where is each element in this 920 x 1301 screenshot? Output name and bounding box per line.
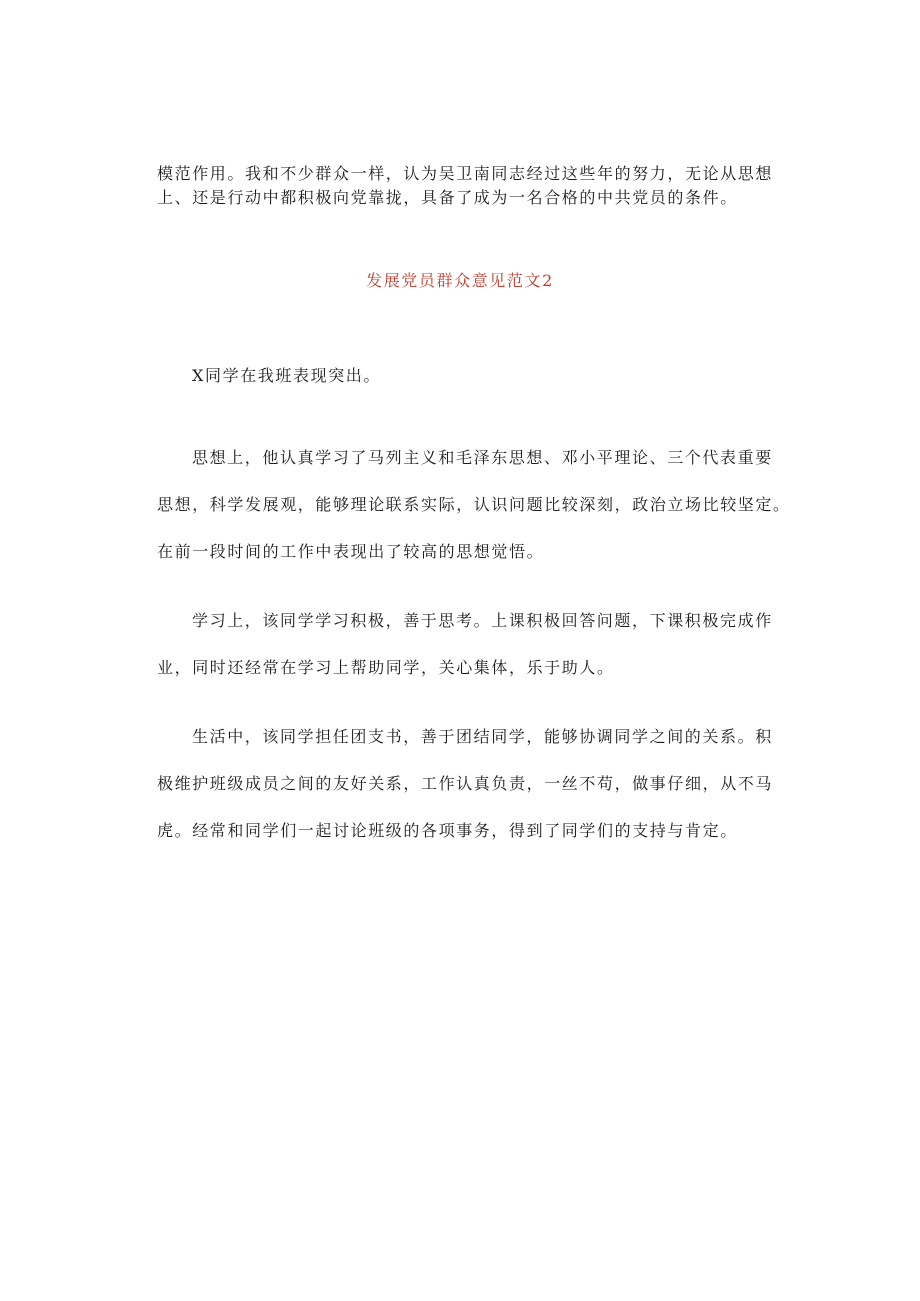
paragraph-line: 虎。经常和同学们一起讨论班级的各项事务，得到了同学们的支持与肯定。 <box>157 821 738 840</box>
section-title: 发展党员群众意见范文2 <box>366 271 554 290</box>
paragraph-line: 生活中，该同学担任团支书，善于团结同学，能够协调同学之间的关系。积 <box>192 727 773 746</box>
paragraph-line: 业，同时还经常在学习上帮助同学，关心集体，乐于助人。 <box>157 658 615 677</box>
intro-paragraph <box>157 162 774 210</box>
paragraph-line: 在前一段时间的工作中表现出了较高的思想觉悟。 <box>157 542 545 561</box>
paragraph-line: 思想，科学发展观，能够理论联系实际，认识问题比较深刻，政治立场比较坚定。 <box>157 495 791 514</box>
thought-paragraph <box>157 434 791 575</box>
life-paragraph <box>157 713 774 854</box>
opening-line: X同学在我班表现突出。 <box>192 366 381 385</box>
intro-line: 模范作用。我和不少群众一样，认为吴卫南同志经过这些年的努力，无论从思想 <box>157 164 774 183</box>
paragraph-line: 学习上，该同学学习积极，善于思考。上课积极回答问题，下课积极完成作 <box>192 611 773 630</box>
paragraph-line: 思想上，他认真学习了马列主义和毛泽东思想、邓小平理论、三个代表重要 <box>192 448 773 467</box>
intro-line: 上、还是行动中都积极向党靠拢，具备了成为一名合格的中共党员的条件。 <box>157 188 738 207</box>
study-paragraph <box>157 597 771 691</box>
paragraph-line: 极维护班级成员之间的友好关系，工作认真负责，一丝不苟，做事仔细，从不马 <box>157 774 774 793</box>
opening-paragraph <box>157 352 771 399</box>
